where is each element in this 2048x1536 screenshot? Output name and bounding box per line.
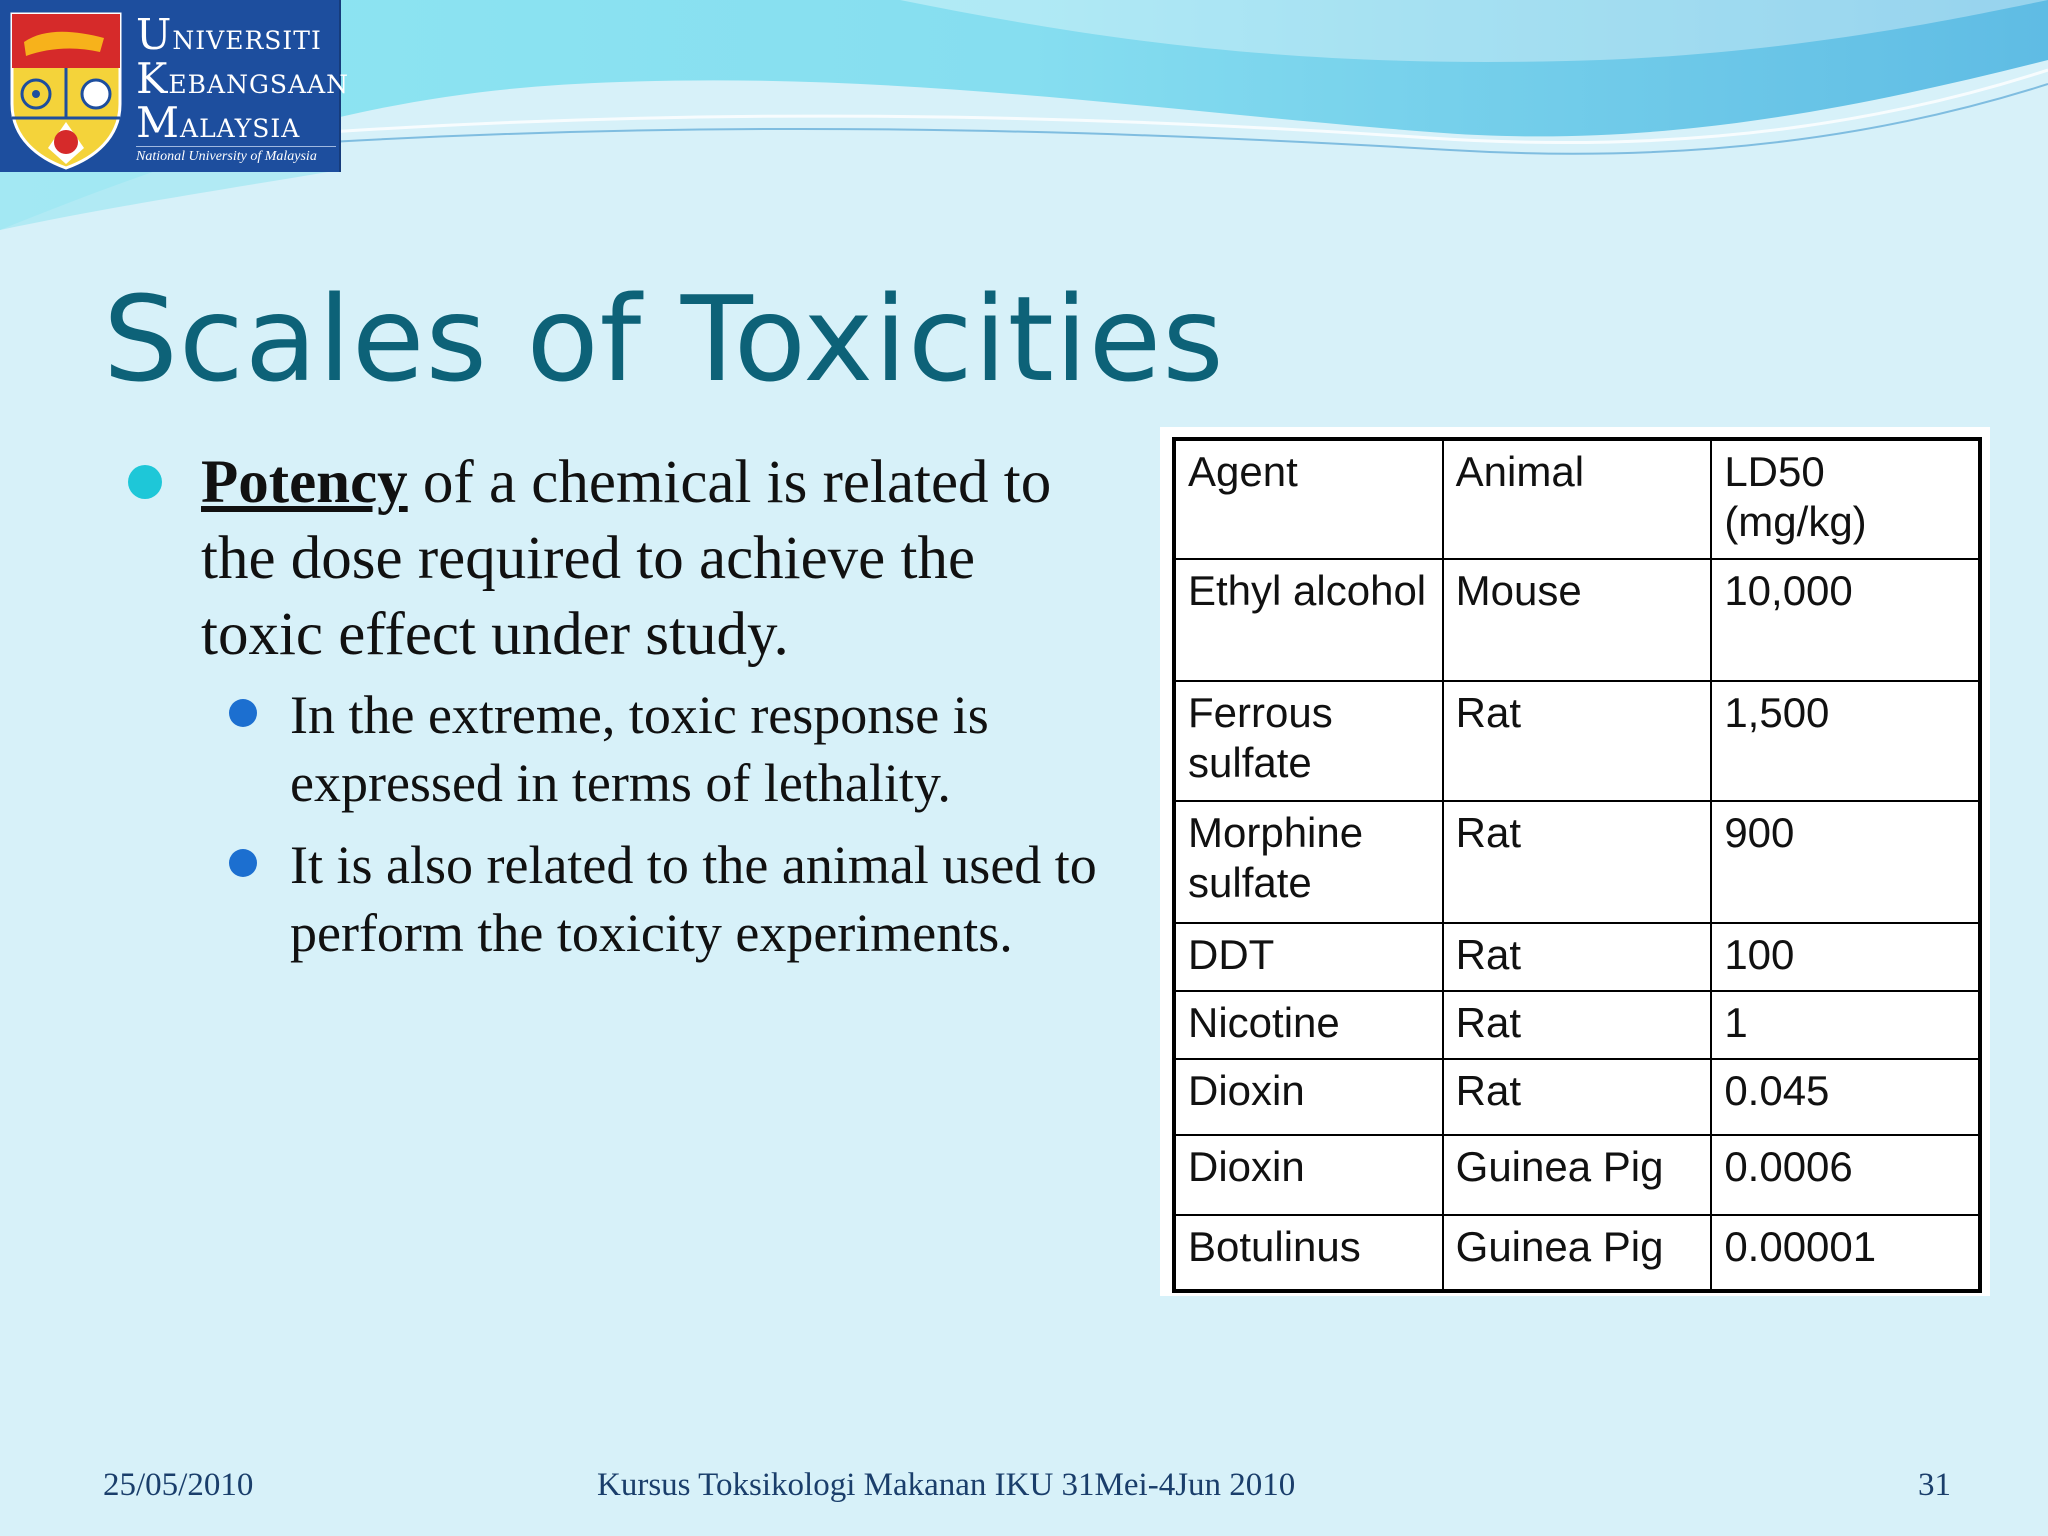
ld50-table-container (1160, 427, 1990, 1296)
logo-line-2: KEBANGSAAN (136, 54, 350, 103)
table-cell: Mouse (1443, 559, 1712, 681)
table-cell: Rat (1443, 1059, 1712, 1135)
table-cell: 0.00001 (1711, 1215, 1980, 1291)
sub-bullet-dot-icon (229, 849, 257, 877)
sub-bullet-2 (120, 831, 1100, 967)
footer-course-title: Kursus Toksikologi Makanan IKU 31Mei-4Jun 2010 (597, 1467, 1296, 1503)
table-cell: Guinea Pig (1443, 1135, 1712, 1215)
table-cell: Guinea Pig (1443, 1215, 1712, 1291)
table-cell: 1,500 (1711, 681, 1980, 801)
potency-emphasis: Potency (201, 449, 408, 516)
slide-number: 31 (1918, 1467, 1951, 1503)
table-cell: Ferrous sulfate (1174, 681, 1443, 801)
table-cell: 1 (1711, 991, 1980, 1059)
table-cell: Ethyl alcohol (1174, 559, 1443, 681)
table-row (1174, 681, 1980, 801)
sub-bullet-1 (120, 681, 1100, 817)
bullet-dot-icon (128, 465, 162, 499)
table-cell: 100 (1711, 923, 1980, 991)
bullet-main-rest: of a chemical is related to the dose required to achieve the toxic effect under study. (201, 449, 1052, 668)
footer-date: 25/05/2010 (103, 1467, 254, 1503)
table-row (1174, 801, 1980, 923)
table-row (1174, 991, 1980, 1059)
sub-bullet-dot-icon (229, 699, 257, 727)
header-cell: Agent (1174, 439, 1443, 559)
table-cell: 900 (1711, 801, 1980, 923)
header-cell: Animal (1443, 439, 1712, 559)
table-cell: Nicotine (1174, 991, 1443, 1059)
table-cell: Rat (1443, 923, 1712, 991)
logo-tagline: National University of Malaysia (136, 146, 336, 165)
table-row (1174, 923, 1980, 991)
table-cell: Dioxin (1174, 1059, 1443, 1135)
table-cell: 0.0006 (1711, 1135, 1980, 1215)
sub-bullet-text: It is also related to the animal used to perform the toxicity experiments. (290, 835, 1097, 963)
table-cell: Rat (1443, 681, 1712, 801)
university-logo (0, 0, 350, 172)
bullet-main-text (201, 445, 1100, 673)
table-cell: Morphine sulfate (1174, 801, 1443, 923)
bullet-main (120, 445, 1100, 673)
table-row (1174, 559, 1980, 681)
table-cell: Rat (1443, 991, 1712, 1059)
university-crest-icon (4, 8, 128, 170)
table-row (1174, 1215, 1980, 1291)
table-cell: Rat (1443, 801, 1712, 923)
slide-title: Scales of Toxicities (103, 270, 1225, 408)
table-cell: Botulinus (1174, 1215, 1443, 1291)
sub-bullet-text: In the extreme, toxic response is expressed in terms of lethality. (290, 685, 989, 813)
ld50-table (1172, 437, 1982, 1293)
table-row (1174, 1135, 1980, 1215)
logo-line-3: MALAYSIA (136, 98, 301, 147)
table-cell: 10,000 (1711, 559, 1980, 681)
table-cell: 0.045 (1711, 1059, 1980, 1135)
header-cell: LD50 (mg/kg) (1711, 439, 1980, 559)
table-row (1174, 1059, 1980, 1135)
table-cell: Dioxin (1174, 1135, 1443, 1215)
logo-line-1: UNIVERSITI (136, 10, 322, 59)
table-cell: DDT (1174, 923, 1443, 991)
table-header-row (1174, 439, 1980, 559)
bullet-list (120, 445, 1100, 967)
